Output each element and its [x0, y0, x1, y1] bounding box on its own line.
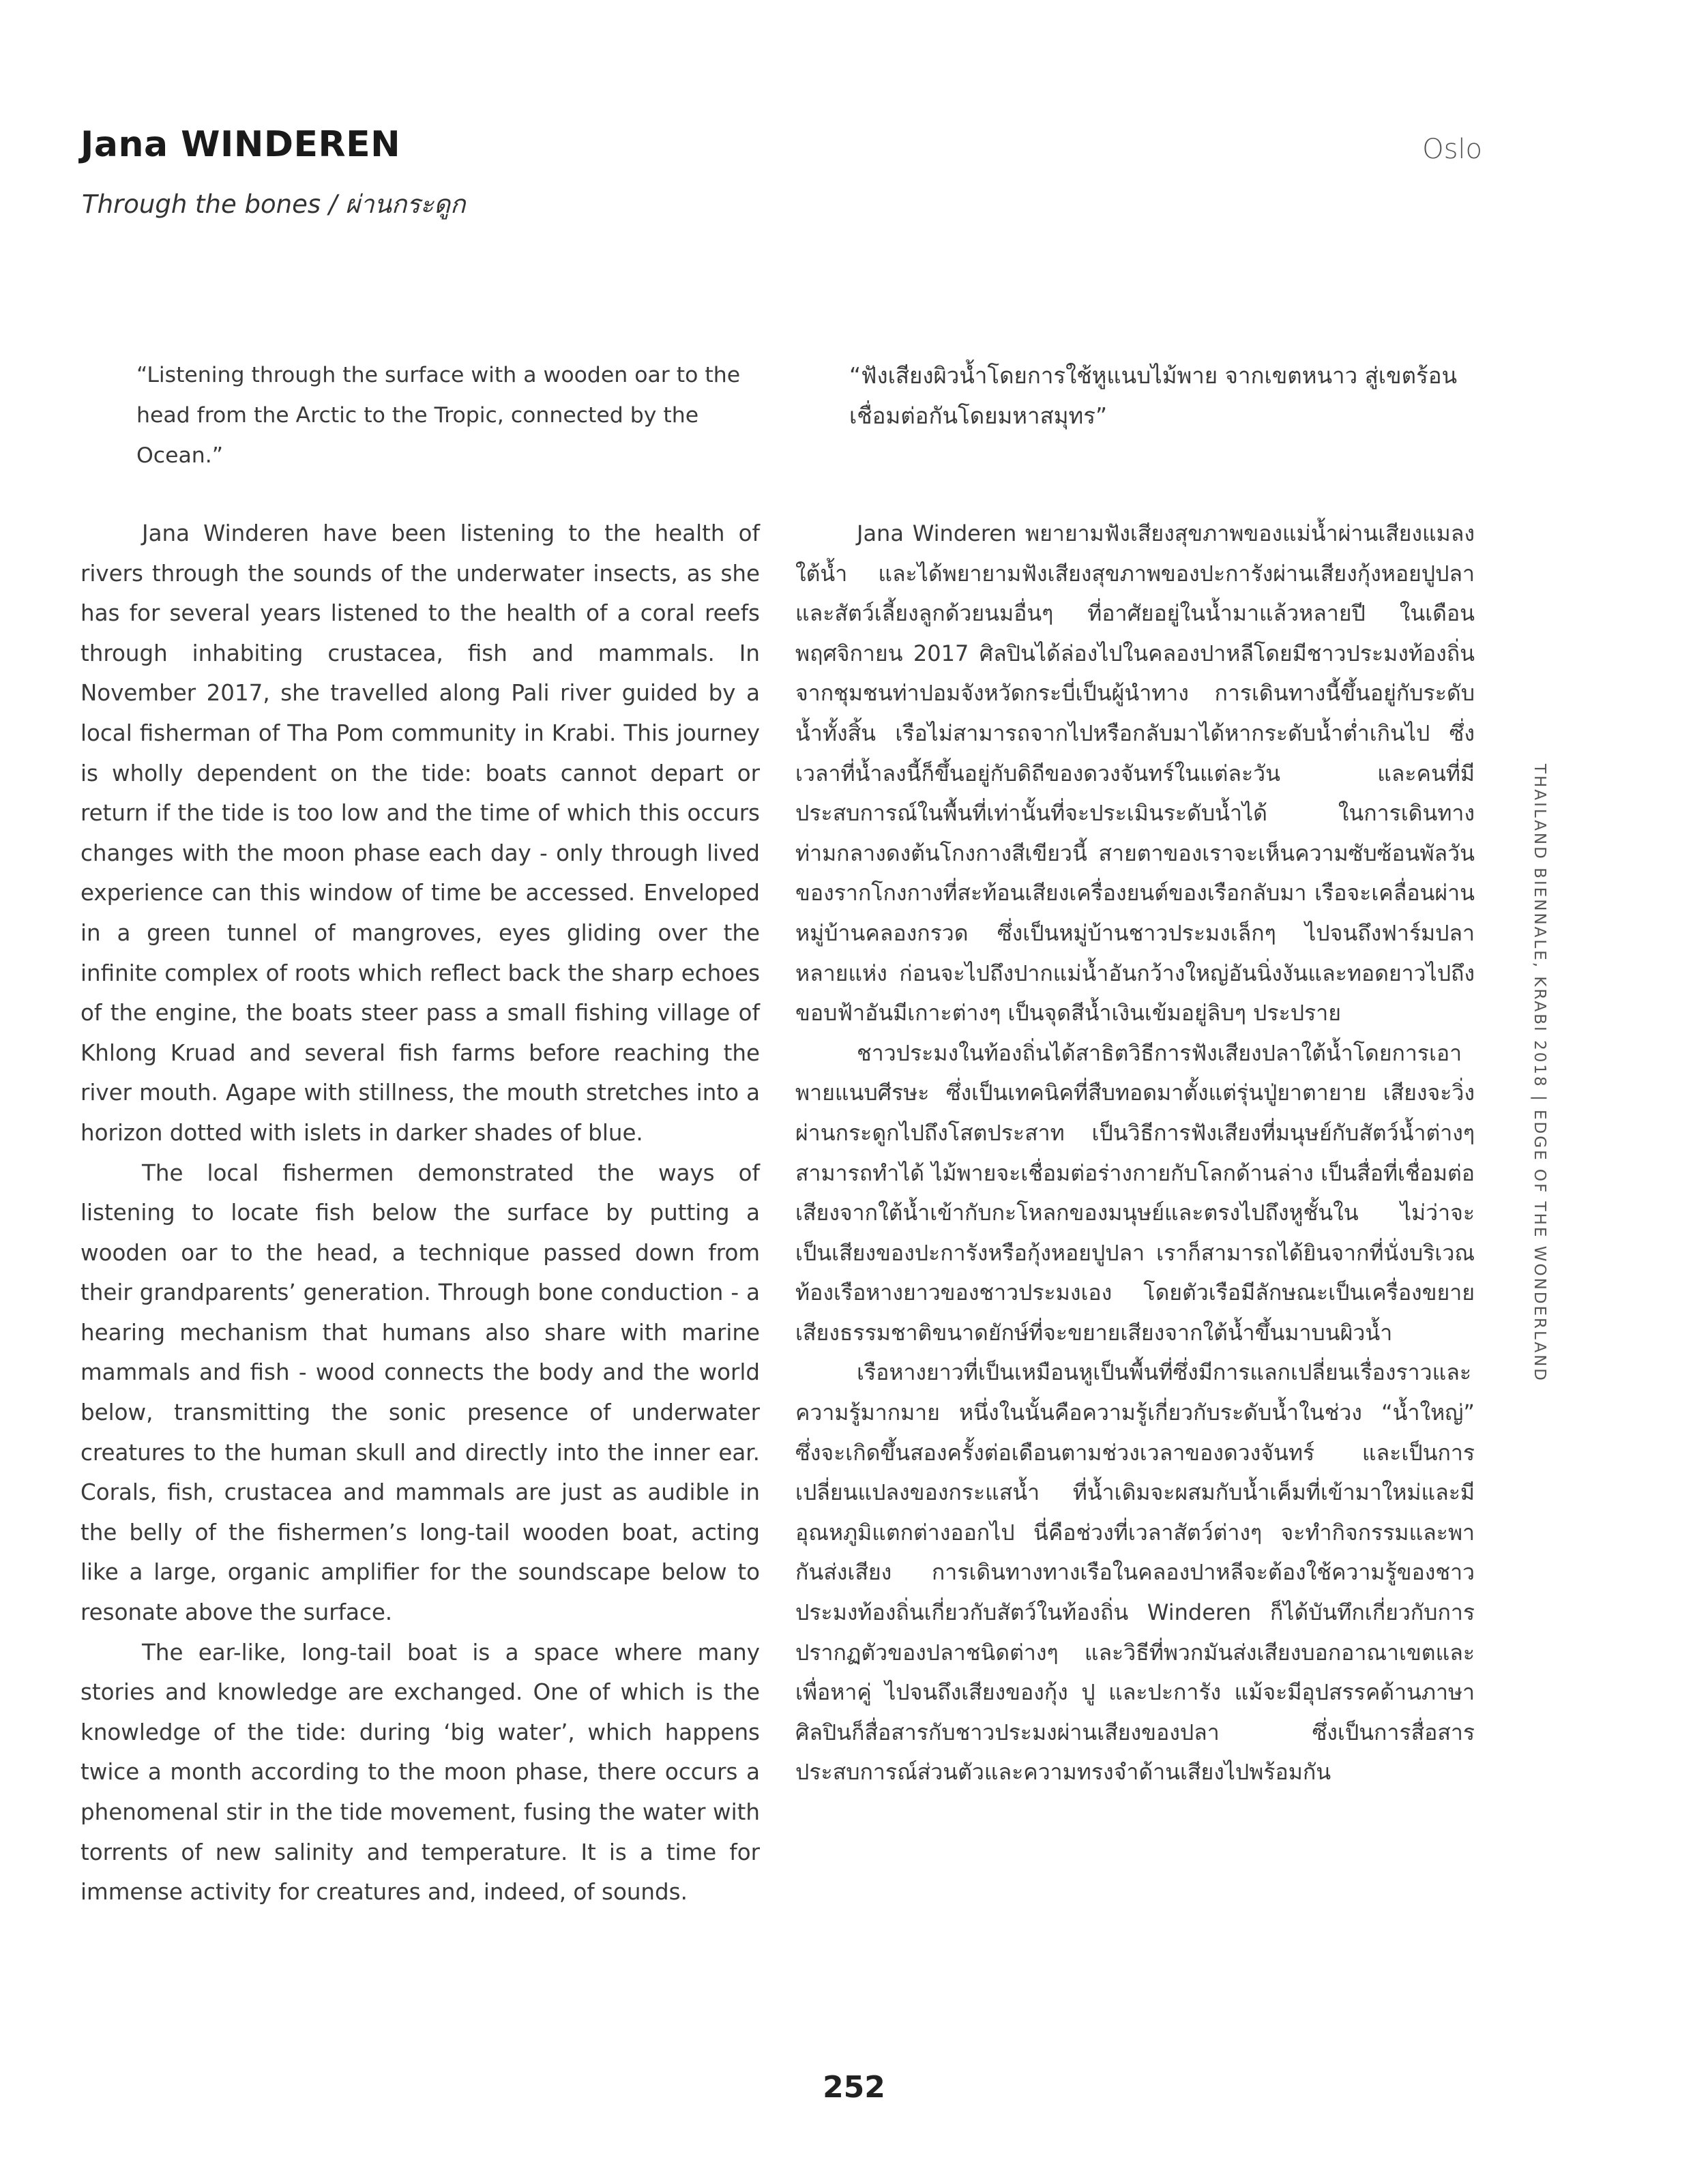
body-text-english	[80, 514, 760, 1912]
thai-paragraph: Jana Winderen พยายามฟังเสียงสุขภาพของแม่น้ำผ่านเสียงแมลงใต้น้ำ และได้พยายามฟังเสียงสุขภาพของปะการังผ่านเสียงกุ้งหอยปูปลาและสัตว์เลี้ยงลูกด้วยนมอื่นๆ ที่อาศัยอยู่ในน้ำมาแล้วหลายปี ในเดือนพฤศจิกายน 2017 ศิลปินได้ล่องไปในคลองปาหลีโดยมีชาวประมงท้องถิ่นจากชุมชนท่าปอมจังหวัดกระบี่เป็นผู้นำทาง การเดินทางนี้ขึ้นอยู่กับระดับน้ำทั้งสิ้น เรือไม่สามารถจากไปหรือกลับมาได้หากระดับน้ำต่ำเกินไป ซึ่งเวลาที่น้ำลงนี้ก็ขึ้นอยู่กับดิถีของดวงจันทร์ในแต่ละวัน และคนที่มีประสบการณ์ในพื้นที่เท่านั้นที่จะประเมินระดับน้ำได้ ในการเดินทางท่ามกลางดงต้นโกงกางสีเขียวนี้ สายตาของเราจะเห็นความซับซ้อนพัลวันของรากโกงกางที่สะท้อนเสียงเครื่องยนต์ของเรือกลับมา เรือจะเคลื่อนผ่านหมู่บ้านคลองกรวด ซึ่งเป็นหมู่บ้านชาวประมงเล็กๆ ไปจนถึงฟาร์มปลาหลายแห่ง ก่อนจะไปถึงปากแม่น้ำอันกว้างใหญ่อันนิ่งงันและทอดยาวไปถึงขอบฟ้าอันมีเกาะต่างๆ เป็นจุดสีน้ำเงินเข้มอยู่ลิบๆ ประปราย	[795, 520, 1475, 1026]
english-paragraph: Jana Winderen have been listening to the health of rivers through the sounds of the underwater insects, as she has for several years listened to the health of a coral reefs through inhabiting crustacea, fish and mammals. In November 2017, she travelled along Pali river guided by a local fisherman of Tha Pom community in Krabi. This journey is wholly dependent on the tide: boats cannot depart or return if the tide is too low and the time of which this occurs changes with the moon phase each day - only through lived experience can this window of time be accessed. Enveloped in a green tunnel of mangroves, eyes gliding over the infinite complex of roots which reflect back the sharp echoes of the engine, the boats steer pass a small fishing village of Khlong Kruad and several fish farms before reaching the river mouth. Agape with stillness, the mouth stretches into a horizon dotted with islets in darker shades of blue.	[80, 520, 760, 1146]
running-head: THAILAND BIENNALE, KRABI 2018 | EDGE OF THE WONDERLAND	[1531, 764, 1548, 1383]
artist-city: Oslo	[1422, 134, 1482, 165]
english-paragraph: The local fishermen demonstrated the ways of listening to locate fish below the surface by putting a wooden oar to the head, a technique passed down from their grandparents’ generation. Through bone conduction - a hearing mechanism that humans also share with marine mammals and fish - wood connects the body and the world below, transmitting the sonic presence of underwater creatures to the human skull and directly into the inner ear. Corals, fish, crustacea and mammals are just as audible in the belly of the fishermen’s long-tail wooden boat, acting like a large, organic amplifier for the soundscape below to resonate above the surface.	[80, 1159, 760, 1626]
thai-paragraph: เรือหางยาวที่เป็นเหมือนหูเป็นพื้นที่ซึ่งมีการแลกเปลี่ยนเรื่องราวและความรู้มากมาย หนึ่งในนั้นคือความรู้เกี่ยวกับระดับน้ำในช่วง “น้ำใหญ่” ซึ่งจะเกิดขึ้นสองครั้งต่อเดือนตามช่วงเวลาของดวงจันทร์ และเป็นการเปลี่ยนแปลงของกระแสน้ำ ที่น้ำเดิมจะผสมกับน้ำเค็มที่เข้ามาใหม่และมีอุณหภูมิแตกต่างออกไป นี่คือช่วงที่เวลาสัตว์ต่างๆ จะทำกิจกรรมและพากันส่งเสียง การเดินทางทางเรือในคลองปาหลีจะต้องใช้ความรู้ของชาวประมงท้องถิ่นเกี่ยวกับสัตว์ในท้องถิ่น Winderen ก็ได้บันทึกเกี่ยวกับการปรากฏตัวของปลาชนิดต่างๆ และวิธีที่พวกมันส่งเสียงบอกอาณาเขตและเพื่อหาคู่ ไปจนถึงเสียงของกุ้ง ปู และปะการัง แม้จะมีอุปสรรคด้านภาษา ศิลปินก็สื่อสารกับชาวประมงผ่านเสียงของปลา ซึ่งเป็นการสื่อสารประสบการณ์ส่วนตัวและความทรงจำด้านเสียงไปพร้อมกัน	[795, 1359, 1475, 1786]
body-text-thai	[795, 514, 1475, 1792]
epigraph-english: “Listening through the surface with a wooden oar to the head from the Arctic to the Tropic, connected by the Ocean.”	[136, 363, 741, 468]
work-title: Through the bones / ผ่านกระดูก	[82, 190, 466, 219]
english-paragraph: The ear-like, long-tail boat is a space where many stories and knowledge are exchanged. One of which is the knowledge of the tide: during ‘big water’, which happens twice a month according to the moon phase, there occurs a phenomenal stir in the tide movement, fusing the water with torrents of new salinity and temperature. It is a time for immense activity for creatures and, indeed, of sounds.	[80, 1639, 760, 1906]
page-number: 252	[823, 2070, 885, 2105]
thai-paragraph: ชาวประมงในท้องถิ่นได้สาธิตวิธีการฟังเสียงปลาใต้น้ำโดยการเอาพายแนบศีรษะ ซึ่งเป็นเทคนิคที่สืบทอดมาตั้งแต่รุ่นปู่ยาตายาย เสียงจะวิ่งผ่านกระดูกไปถึงโสตประสาท เป็นวิธีการฟังเสียงที่มนุษย์กับสัตว์น้ำต่างๆ สามารถทำได้ ไม้พายจะเชื่อมต่อร่างกายกับโลกด้านล่าง เป็นสื่อที่เชื่อมต่อเสียงจากใต้น้ำเข้ากับกะโหลกของมนุษย์และตรงไปถึงหูชั้นใน ไม่ว่าจะเป็นเสียงของปะการังหรือกุ้งหอยปูปลา เราก็สามารถได้ยินจากที่นั่งบริเวณท้องเรือหางยาวของชาวประมงเอง โดยตัวเรือมีลักษณะเป็นเครื่องขยายเสียงธรรมชาติขนาดยักษ์ที่จะขยายเสียงจากใต้น้ำขึ้นมาบนผิวน้ำ	[795, 1039, 1475, 1346]
epigraph-thai: “ฟังเสียงผิวน้ำโดยการใช้หูแนบไม้พาย จากเขตหนาว สู่เขตร้อน เชื่อมต่อกันโดยมหาสมุทร”	[849, 362, 1458, 429]
artist-name: Jana WINDEREN	[80, 124, 401, 165]
